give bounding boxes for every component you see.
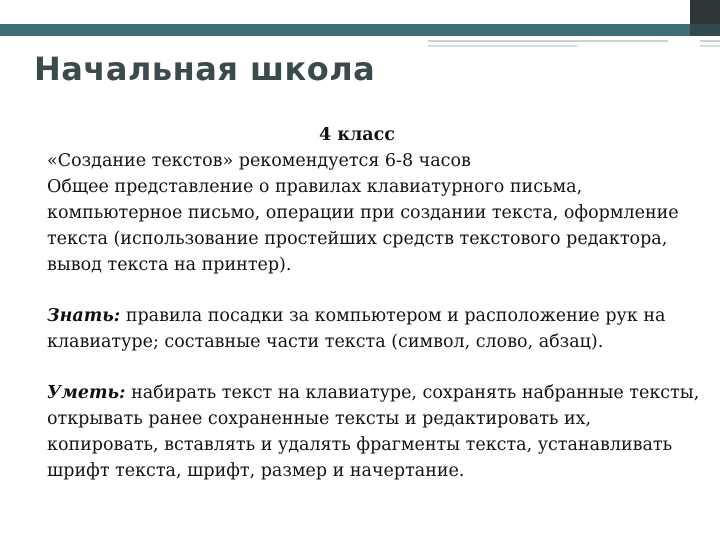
decorative-line	[428, 45, 578, 47]
can-paragraph	[47, 380, 707, 484]
topic-line: «Создание текстов» рекомендуется 6-8 часов	[47, 151, 471, 171]
teal-accent-corner	[690, 24, 720, 36]
slide-body	[47, 122, 707, 484]
know-text: правила посадки за компьютером и расположение рук на клавиатуре; составные части текста (символ, слово, абзац).	[47, 306, 666, 352]
slide-title: Начальная школа	[34, 50, 376, 88]
header-band	[0, 0, 720, 24]
know-label: Знать:	[47, 306, 121, 326]
grade-heading: 4 класс	[319, 125, 395, 145]
decorative-line	[700, 45, 720, 47]
can-label: Уметь:	[47, 383, 126, 403]
header-corner-block	[690, 0, 720, 24]
spacer	[47, 278, 707, 303]
teal-accent-bar	[0, 24, 720, 36]
can-text: набирать текст на клавиатуре, сохранять набранные тексты, открывать ранее сохраненные тексты и редактировать их, копировать, вставлять и удалять фрагменты текста, устанавливать шрифт текста, шрифт, размер и начертание.	[47, 383, 700, 481]
decorative-line	[428, 40, 668, 42]
know-paragraph	[47, 303, 707, 355]
spacer	[47, 355, 707, 380]
decorative-line	[700, 40, 720, 42]
overview-paragraph: Общее представление о правилах клавиатурного письма, компьютерное письмо, операции при создании текста, оформление текста (использование простейших средств текстового редактора, вывод текста на принтер).	[47, 177, 679, 275]
